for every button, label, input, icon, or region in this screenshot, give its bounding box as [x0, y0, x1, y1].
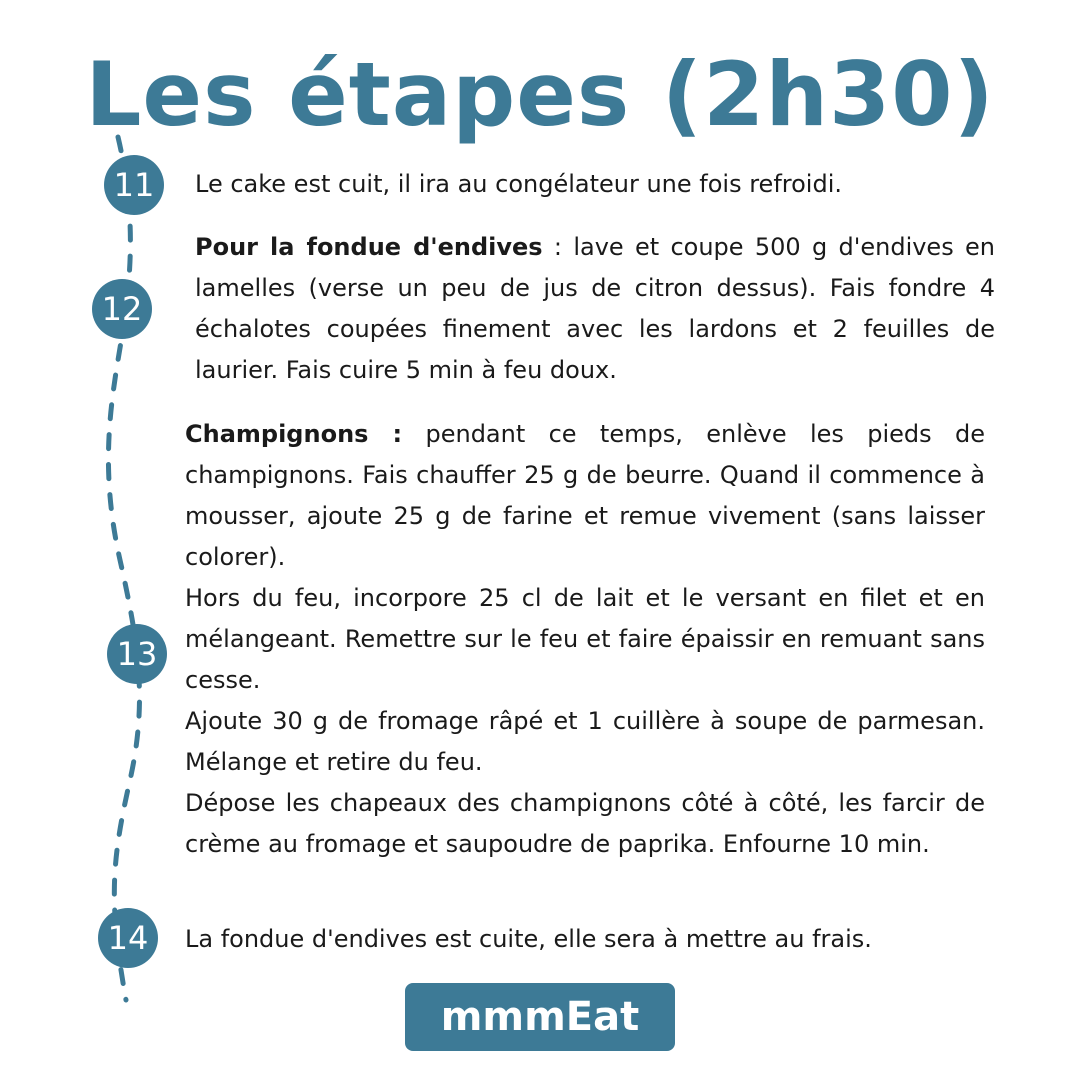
step-text: : lave et coupe 500 g d'endives en lamelles (verse un peu de jus de citron dessus). Fais fondre 4 échalotes coupées finement avec les lardons et 2 feuilles de laurier. Fais cuire 5 min à feu doux.	[195, 233, 995, 384]
step-text: Ajoute 30 g de fromage râpé et 1 cuillère à soupe de parmesan. Mélange et retire du feu.	[185, 707, 985, 776]
step-text: Le cake est cuit, il ira au congélateur une fois refroidi.	[195, 170, 842, 198]
step-heading: Pour la fondue d'endives	[195, 233, 543, 261]
step-12-text	[195, 227, 995, 391]
step-heading: Champignons :	[185, 420, 403, 448]
step-number-badge: 12	[92, 279, 152, 339]
step-number-badge: 11	[104, 155, 164, 215]
step-13-text	[185, 414, 985, 865]
step-14-text	[185, 919, 985, 960]
step-number-badge: 13	[107, 624, 167, 684]
page-title: Les étapes (2h30)	[85, 43, 995, 146]
brand-logo: mmmEat	[405, 983, 675, 1051]
step-11-text	[195, 164, 995, 205]
step-number-badge: 14	[98, 908, 158, 968]
step-text: Dépose les chapeaux des champignons côté à côté, les farcir de crème au fromage et saupoudre de paprika. Enfourne 10 min.	[185, 789, 985, 858]
step-text: La fondue d'endives est cuite, elle sera à mettre au frais.	[185, 925, 872, 953]
step-text: pendant ce temps, enlève les pieds de champignons. Fais chauffer 25 g de beurre. Quand il commence à mousser, ajoute 25 g de farine et remue vivement (sans laisser colorer).	[185, 420, 986, 571]
step-text: Hors du feu, incorpore 25 cl de lait et le versant en filet et en mélangeant. Remettre sur le feu et faire épaissir en remuant sans cesse.	[185, 584, 985, 694]
